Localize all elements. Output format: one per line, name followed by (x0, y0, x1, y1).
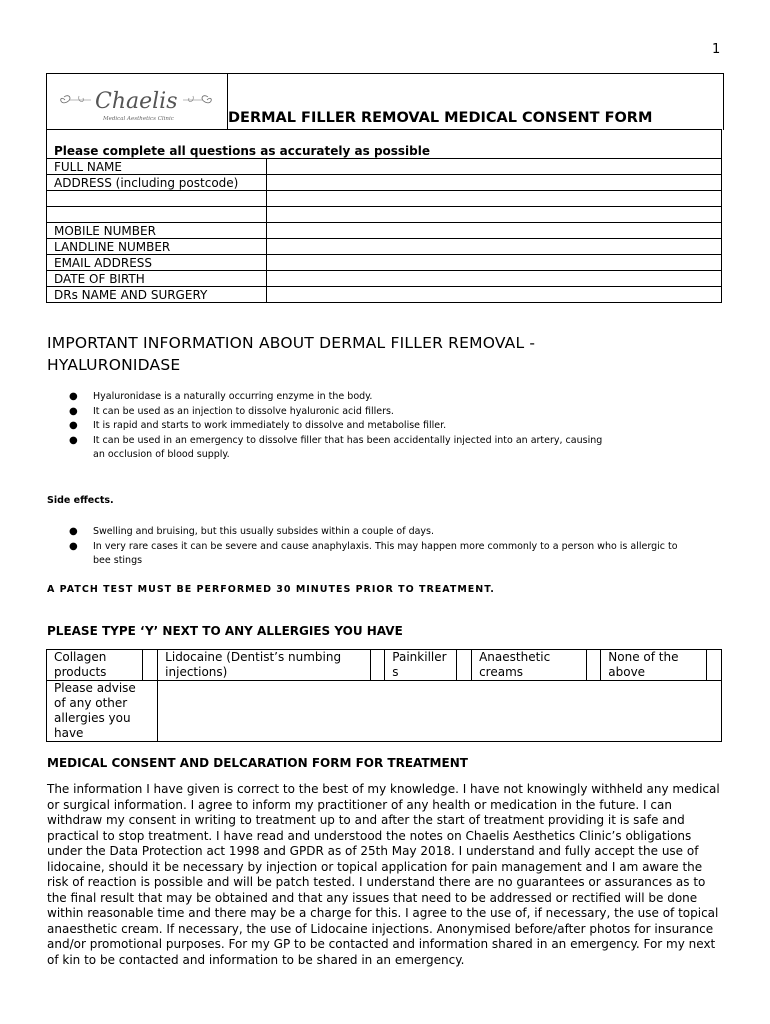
bullet-icon: ● (69, 434, 78, 446)
personal-details-table (46, 129, 722, 303)
allergy-painkillers-checkbox[interactable] (457, 650, 472, 681)
allergy-section-title: PLEASE TYPE ‘Y’ NEXT TO ANY ALLERGIES YOU HAVE (47, 624, 403, 638)
mobile-label: MOBILE NUMBER (47, 223, 267, 239)
side-effects-title: Side effects. (47, 495, 114, 506)
landline-label: LANDLINE NUMBER (47, 239, 267, 255)
dob-field[interactable] (267, 271, 722, 287)
form-header (46, 73, 724, 130)
list-item: ● It can be used in an emergency to dissolve filler that has been accidentally injected into an artery, causing an occlusion of blood supply. (69, 434, 603, 460)
email-label: EMAIL ADDRESS (47, 255, 267, 271)
allergy-anaesthetic-checkbox[interactable] (586, 650, 601, 681)
info-section-title: IMPORTANT INFORMATION ABOUT DERMAL FILLER REMOVAL - HYALURONIDASE (47, 334, 536, 374)
form-title: DERMAL FILLER REMOVAL MEDICAL CONSENT FORM (228, 110, 653, 126)
allergy-none-label: None of the above (601, 650, 707, 681)
table-row (47, 271, 722, 287)
doctor-label: DRs NAME AND SURGERY (47, 287, 267, 303)
table-row (47, 287, 722, 303)
allergy-other-label: Please advise of any other allergies you have (47, 681, 158, 742)
email-field[interactable] (267, 255, 722, 271)
bullet-icon: ● (69, 420, 78, 431)
table-row (47, 207, 722, 223)
info-bullet-list (47, 390, 607, 463)
page-number: 1 (712, 42, 721, 57)
list-item: ● Swelling and bruising, but this usually subsides within a couple of days. (47, 525, 727, 540)
address-field-3[interactable] (267, 207, 722, 223)
address-label: ADDRESS (including postcode) (47, 175, 267, 191)
table-row (47, 191, 722, 207)
table-row (47, 650, 722, 681)
consent-section-title: MEDICAL CONSENT AND DELCARATION FORM FOR TREATMENT (47, 756, 468, 770)
list-item: ● It can be used as an injection to dissolve hyaluronic acid fillers. (47, 405, 607, 420)
dob-label: DATE OF BIRTH (47, 271, 267, 287)
full-name-label: FULL NAME (47, 159, 267, 175)
allergy-anaesthetic-label: Anaesthetic creams (472, 650, 586, 681)
table-row (47, 239, 722, 255)
clinic-logo (47, 74, 228, 130)
table-row (47, 159, 722, 175)
table-row (47, 175, 722, 191)
side-effects-list (47, 525, 727, 569)
allergy-painkillers-label: Painkillers (385, 650, 457, 681)
bullet-icon: ● (69, 526, 78, 537)
allergy-collagen-checkbox[interactable] (143, 650, 158, 681)
table-row (47, 681, 722, 742)
allergy-none-checkbox[interactable] (707, 650, 722, 681)
address-label-3 (47, 207, 267, 223)
address-label-2 (47, 191, 267, 207)
mobile-field[interactable] (267, 223, 722, 239)
list-item: ● In very rare cases it can be severe and cause anaphylaxis. This may happen more commonly to a person who is allergic to bee stings (69, 540, 678, 566)
list-item: ● It is rapid and starts to work immediately to dissolve and metabolise filler. (47, 419, 607, 434)
allergy-other-field[interactable] (158, 681, 722, 742)
list-item: ● Hyaluronidase is a naturally occurring enzyme in the body. (47, 390, 607, 405)
table-row (47, 255, 722, 271)
full-name-field[interactable] (267, 159, 722, 175)
allergy-lidocaine-label: Lidocaine (Dentist’s numbing injections) (158, 650, 370, 681)
address-field-2[interactable] (267, 191, 722, 207)
chaelis-logo-icon (55, 78, 220, 126)
bullet-icon: ● (69, 540, 78, 552)
allergy-collagen-label: Collagen products (47, 650, 143, 681)
patch-test-notice: A PATCH TEST MUST BE PERFORMED 30 MINUTES PRIOR TO TREATMENT. (47, 584, 495, 595)
svg-text:Chaelis: Chaelis (95, 89, 178, 114)
address-field-1[interactable] (267, 175, 722, 191)
instructions: Please complete all questions as accurately as possible (47, 130, 722, 159)
bullet-icon: ● (69, 405, 78, 417)
doctor-field[interactable] (267, 287, 722, 303)
bullet-icon: ● (69, 391, 78, 402)
table-row (47, 223, 722, 239)
consent-text: The information I have given is correct to the best of my knowledge. I have not knowingly withheld any medical or surgical information. I agree to inform my practitioner of any health or medication in the future. I can withdraw my consent in writing to treatment up to and after the start of treatment providing it is safe and practical to stop treatment. I have read and understood the notes on Chaelis Aesthetics Clinic’s obligations under the Data Protection act 1998 and GPDR as of 25th May 2018. I understand and fully accept the use of lidocaine, should it be necessary by injection or topical application for pain management and I am aware the risk of reaction is possible and will be patch tested. I understand there are no guarantees or assurances as to the final result that may be obtained and that any issues that need to be addressed or rectified will be done within reasonable time and there may be a charge for this. I agree to the use of, if necessary, the use of topical anaesthetic cream. If necessary, the use of Lidocaine injections. Anonymised before/after photos for insurance and/or promotional purposes. For my GP to be contacted and information shared in an emergency. For my next of kin to be contacted and information to be shared in an emergency. (47, 782, 720, 967)
landline-field[interactable] (267, 239, 722, 255)
svg-text:Medical Aesthetics Clinic: Medical Aesthetics Clinic (103, 116, 174, 122)
allergy-lidocaine-checkbox[interactable] (370, 650, 385, 681)
allergy-table (46, 649, 722, 742)
